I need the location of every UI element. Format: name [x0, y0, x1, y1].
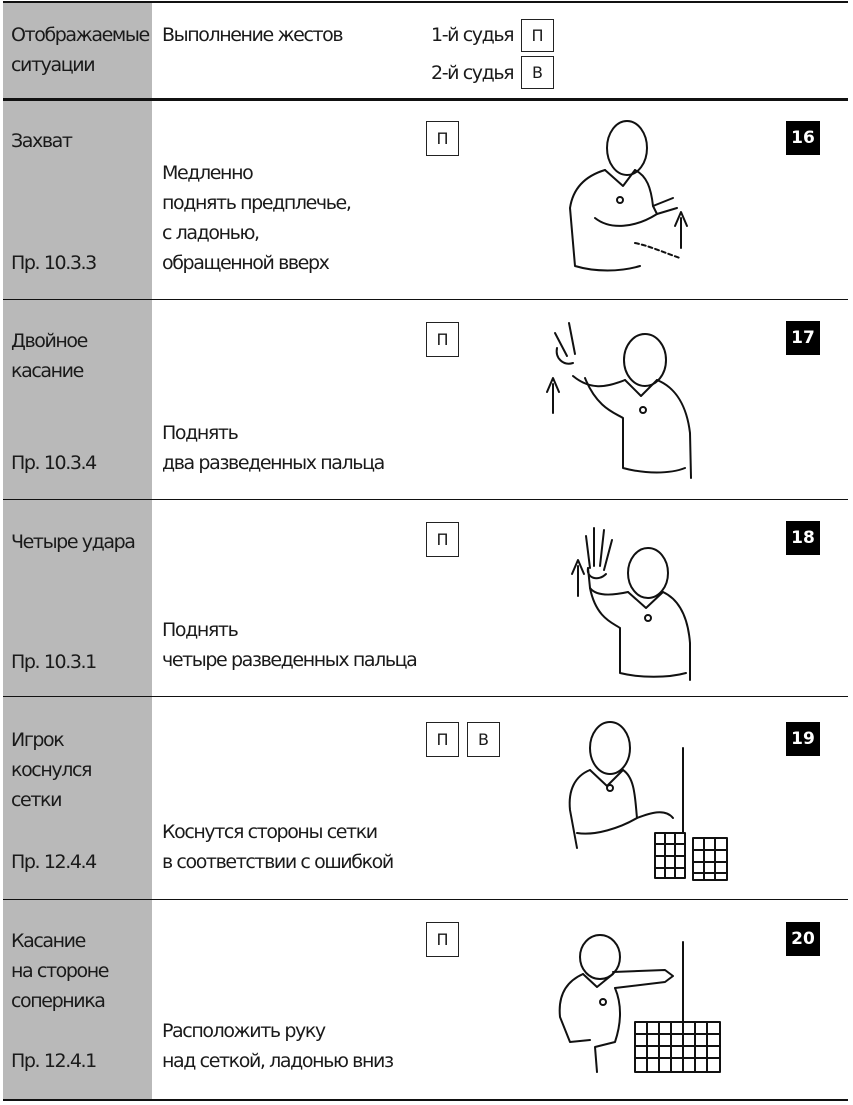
gesture-description: Медленно поднять предплечье, с ладонью, обращенной вверх [162, 162, 351, 274]
bottom-rule [3, 1099, 848, 1101]
referee-code-box: П [426, 121, 459, 156]
referee-hand-over-net-illustration [555, 932, 730, 1080]
header-execution: Выполнение жестов [162, 24, 343, 46]
row-divider [3, 499, 848, 500]
gesture-description: Поднять два разведенных пальца [162, 422, 384, 474]
referee-two-fingers-illustration [545, 318, 700, 483]
referee2-label: 2-й судья [431, 62, 514, 84]
top-rule [3, 1, 848, 3]
situation-name: Четыре удара [11, 531, 135, 553]
referee-code-box: П [426, 722, 459, 757]
signal-number: 17 [786, 321, 820, 355]
rule-reference: Пр. 10.3.4 [11, 452, 96, 474]
rule-reference: Пр. 10.3.1 [11, 651, 96, 673]
signal-number: 16 [786, 121, 820, 155]
gesture-description: Расположить руку над сеткой, ладонью вниз [162, 1020, 393, 1072]
signal-number: 20 [786, 922, 820, 956]
referee-four-fingers-illustration [568, 518, 698, 683]
referee-code-box: П [426, 322, 459, 357]
referee-code-box: В [467, 722, 500, 757]
situation-name: Касание на стороне соперника [11, 930, 109, 1012]
referee-touch-net-illustration [565, 718, 735, 883]
row-divider [3, 696, 848, 697]
header-situations: Отображаемые ситуации [11, 24, 149, 76]
referee1-label: 1-й судья [431, 24, 514, 46]
referee1-code-box: П [521, 19, 554, 52]
gesture-description: Коснутся стороны сетки в соответствии с ошибкой [162, 821, 393, 873]
row-divider [3, 899, 848, 900]
rule-reference: Пр. 12.4.1 [11, 1050, 96, 1072]
signal-number: 18 [786, 521, 820, 555]
gesture-description: Поднять четыре разведенных пальца [162, 619, 417, 671]
situation-name: Двойное касание [11, 330, 87, 382]
situation-name: Захват [11, 130, 72, 152]
referee2-code-box: В [521, 56, 554, 89]
referee-code-box: П [426, 522, 459, 557]
referee-lift-forearm-illustration [565, 118, 695, 278]
row-divider [3, 299, 848, 300]
situation-name: Игрок коснулся сетки [11, 729, 92, 811]
header-rule [3, 98, 848, 101]
rule-reference: Пр. 12.4.4 [11, 851, 96, 873]
referee-code-box: П [426, 922, 459, 957]
signal-number: 19 [786, 722, 820, 756]
rule-reference: Пр. 10.3.3 [11, 252, 96, 274]
